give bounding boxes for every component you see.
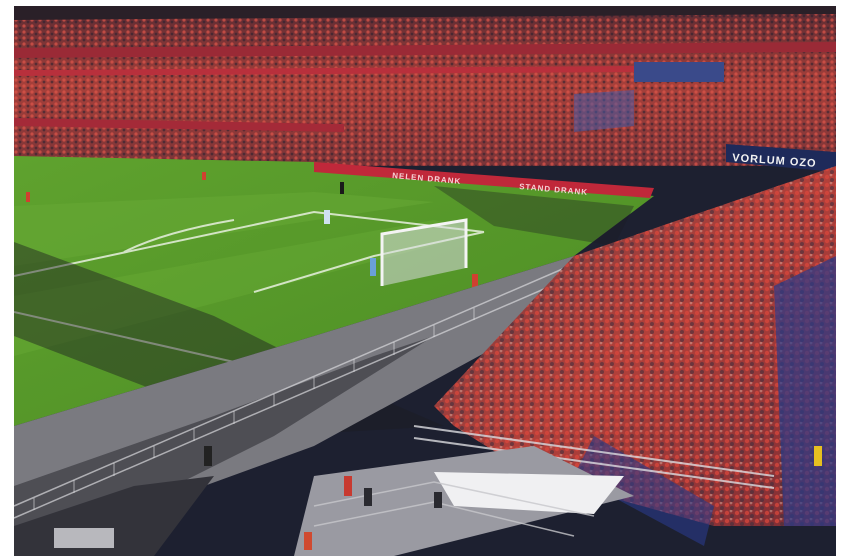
blue-seats-right	[774, 256, 836, 526]
stadium-photo	[14, 6, 836, 556]
upper-right-box	[634, 62, 724, 82]
corner-seats	[574, 90, 634, 132]
lower-left-box	[54, 528, 114, 548]
player-3	[202, 172, 206, 180]
pitchside-ad-text-left: NELEN DRANK	[391, 171, 462, 187]
goalkeeper	[370, 258, 376, 276]
player-2	[26, 192, 30, 202]
ad-board-upper-right-text: VORLUM OZO	[731, 152, 817, 170]
player-1	[324, 210, 330, 224]
upper-tier-texture	[14, 6, 836, 166]
referee	[340, 182, 344, 194]
stadium-scene	[14, 6, 836, 556]
pitchside-ad-text-right: STAND DRANK	[518, 182, 589, 198]
